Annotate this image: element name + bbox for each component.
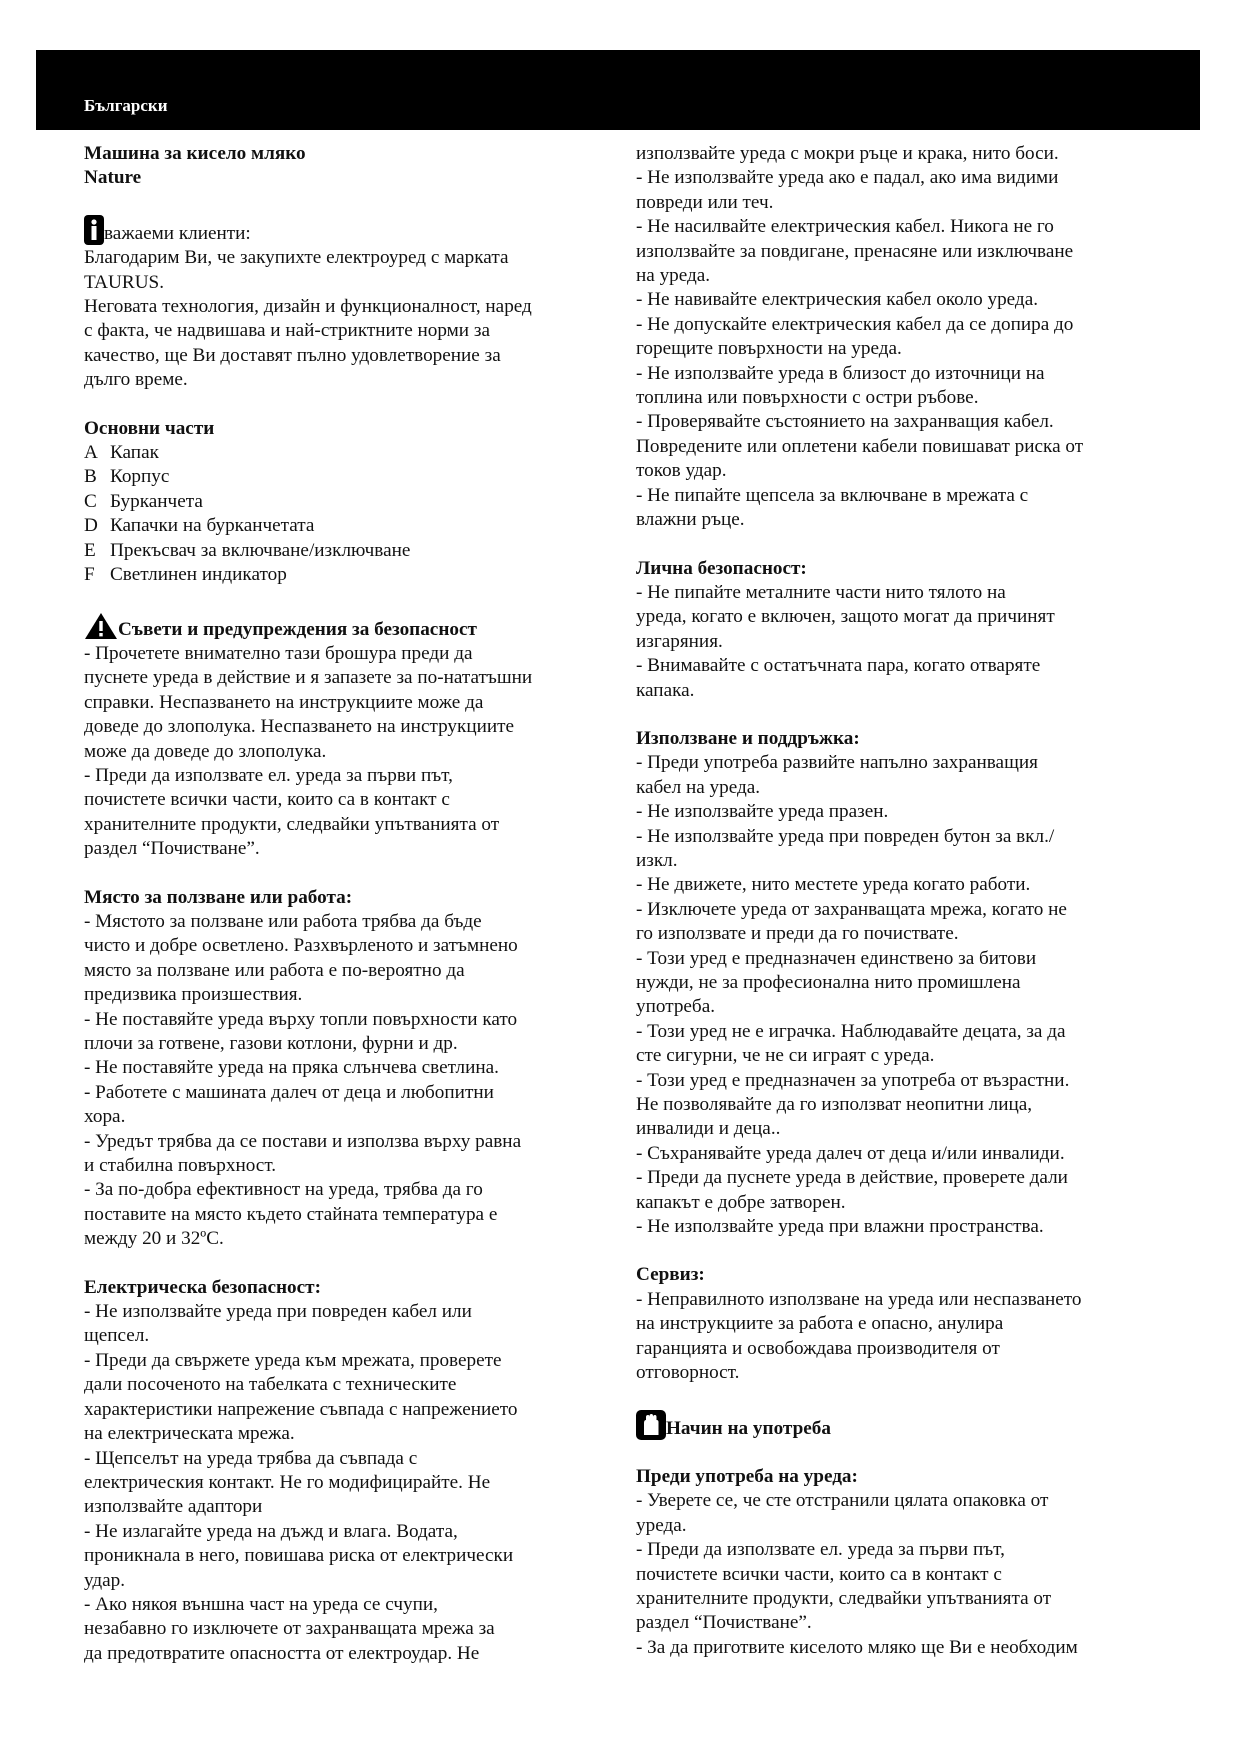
text-line: дълго време.: [84, 369, 188, 391]
part-letter: C: [84, 490, 97, 512]
text-line: - Преди да пуснете уреда в действие, проверете дали: [636, 1167, 1068, 1189]
text-line: - Ако някоя външна част на уреда се счупи,: [84, 1593, 438, 1615]
text-line: изкл.: [636, 849, 678, 871]
part-letter: D: [84, 515, 98, 537]
part-label: Корпус: [110, 466, 170, 488]
part-label: Бурканчета: [110, 490, 203, 512]
list-item: [84, 539, 604, 563]
use-text: [636, 751, 1156, 1239]
use-heading: Използване и поддръжка:: [636, 727, 860, 749]
part-letter: F: [84, 564, 95, 586]
text-line: - Щепселът на уреда трябва да съвпада с: [84, 1447, 418, 1469]
text-line: нужди, не за професионална нито промишлена: [636, 972, 1021, 993]
text-line: - Мястото за ползване или работа трябва да бъде: [84, 910, 482, 932]
list-item: [84, 563, 604, 587]
text-line: - Не използвайте уреда при влажни пространства.: [636, 1216, 1044, 1238]
product-model: Nature: [84, 167, 142, 189]
list-item: [84, 490, 604, 514]
text-line: - Не използвайте уреда в близост до източници на: [636, 362, 1045, 384]
hand-icon: [636, 1410, 666, 1440]
text-line: дали посоченото на табелката с техническите: [84, 1374, 457, 1396]
left-column: [84, 142, 604, 1666]
text-line: - Този уред е предназначен за употреба от възрастни.: [636, 1069, 1070, 1091]
part-letter: E: [84, 539, 96, 561]
text-line: употреба.: [636, 996, 716, 1018]
text-line: отговорност.: [636, 1362, 740, 1384]
warning-icon: [84, 612, 118, 640]
text-line: незабавно го изключете от захранващата мрежа за: [84, 1618, 495, 1640]
text-line: - Този уред е предназначен единствено за битови: [636, 947, 1037, 969]
electric-heading: Електрическа безопасност:: [84, 1276, 321, 1298]
text-line: място за ползване или работа е по-вероятно да: [84, 959, 465, 981]
part-label: Светлинен индикатор: [110, 564, 287, 586]
text-line: - Работете с машината далеч от деца и любопитни: [84, 1081, 494, 1103]
text-line: хранителните продукти, следвайки упътванията от: [636, 1587, 1052, 1609]
text-line: плочи за готвене, газови котлони, фурни и др.: [84, 1033, 458, 1054]
place-text: [84, 910, 604, 1252]
text-line: предизвика произшествия.: [84, 984, 303, 1006]
part-letter: B: [84, 466, 97, 488]
text-line: - Неправилното използване на уреда или неспазването: [636, 1288, 1082, 1310]
text-line: - За да приготвите киселото мляко ще Ви е необходим: [636, 1636, 1078, 1658]
text-line: кабел на уреда.: [636, 776, 761, 798]
text-line: проникнала в него, повишава риска от електрически: [84, 1545, 514, 1567]
text-line: хранителните продукти, следвайки упътванията от: [84, 813, 500, 835]
text-line: на уреда.: [636, 265, 711, 287]
text-line: Благодарим Ви, че закупихте електроуред с марката: [84, 247, 509, 269]
electric-text: [84, 1300, 604, 1666]
text-line: - Уверете се, че сте отстранили цялата опаковка от: [636, 1490, 1049, 1512]
text-line: - Не използвайте уреда при повреден кабел или: [84, 1301, 472, 1323]
text-line: TAURUS.: [84, 271, 165, 293]
text-line: чисто и добре осветлено. Разхвърленото и затъмнено: [84, 935, 518, 957]
text-line: - Не използвайте уреда ако е падал, ако има видими: [636, 167, 1059, 189]
text-line: инвалиди и деца..: [636, 1118, 781, 1140]
part-label: Прекъсвач за включване/изключване: [110, 539, 411, 561]
text-line: - Преди да свържете уреда към мрежата, проверете: [84, 1349, 502, 1371]
text-line: - Прочетете внимателно тази брошура преди да: [84, 642, 473, 664]
text-line: капакът е добре затворен.: [636, 1191, 846, 1213]
text-line: го използвате и преди да го почиствате.: [636, 923, 959, 945]
part-label: Капачки на бурканчетата: [110, 515, 315, 537]
part-label: Капак: [110, 442, 159, 464]
place-heading: Място за ползване или работа:: [84, 886, 353, 908]
text-line: - Преди да използвате ел. уреда за първи път,: [636, 1539, 1005, 1561]
text-line: Повредените или оплетени кабели повишават риска от: [636, 435, 1084, 457]
text-line: с факта, че надвишава и най-стриктните норми за: [84, 320, 490, 342]
safety-heading: [84, 612, 604, 642]
text-line: - Съхранявайте уреда далеч от деца и/или инвалиди.: [636, 1142, 1065, 1164]
part-letter: A: [84, 442, 98, 464]
text-line: раздел “Почистване”.: [636, 1612, 812, 1634]
text-line: раздел “Почистване”.: [84, 838, 260, 860]
text-line: между 20 и 32ºC.: [84, 1228, 224, 1250]
text-line: - Не допускайте електрическия кабел да се допира до: [636, 313, 1074, 335]
text-line: щепсел.: [84, 1325, 150, 1347]
text-line: сте сигурни, че не си играят с уреда.: [636, 1045, 935, 1067]
parts-heading: Основни части: [84, 417, 215, 439]
language-label: Български: [84, 96, 168, 115]
text-line: токов удар.: [636, 460, 727, 482]
text-line: - Проверявайте състоянието на захранващия кабел.: [636, 411, 1054, 433]
text-line: уреда.: [636, 1514, 687, 1536]
text-line: поставите на място където стайната температура е: [84, 1203, 498, 1225]
electric-text-continued: [636, 142, 1156, 533]
parts-list: [84, 441, 604, 587]
text-line: горещите повърхности на уреда.: [636, 338, 902, 360]
list-item: [84, 465, 604, 489]
text-line: почистете всички части, които са в контакт с: [84, 789, 450, 811]
text-line: на електрическата мрежа.: [84, 1423, 295, 1445]
text-line: - Не поставяйте уреда върху топли повърхности като: [84, 1008, 518, 1030]
greeting: [84, 215, 604, 246]
personal-heading: Лична безопасност:: [636, 557, 807, 579]
text-line: - За по-добра ефективност на уреда, трябва да го: [84, 1179, 483, 1201]
text-line: изгаряния.: [636, 630, 723, 652]
text-line: Неговата технология, дизайн и функционалност, наред: [84, 296, 532, 318]
text-line: доведе до злополука. Неспазването на инструкциите: [84, 716, 515, 738]
text-line: - Изключете уреда от захранващата мрежа, когато не: [636, 898, 1067, 920]
text-line: топлина или повърхности с остри ръбове.: [636, 387, 979, 409]
text-line: уреда, когато е включен, защото могат да причинят: [636, 606, 1055, 628]
text-line: да предотвратите опасността от електроудар. Не: [84, 1642, 480, 1664]
list-item: [84, 441, 604, 465]
header-bar: [36, 50, 1200, 130]
text-line: - Не пипайте щепсела за включване в мрежата с: [636, 484, 1029, 506]
text-line: на инструкциите за работа е опасно, анулира: [636, 1313, 1004, 1335]
product-title: Машина за кисело мляко: [84, 143, 306, 164]
service-text: [636, 1288, 1156, 1386]
safety-heading-text: Съвети и предупреждения за безопасност: [118, 618, 477, 640]
text-line: Не позволявайте да го използват неопитни лица,: [636, 1094, 1033, 1116]
text-line: влажни ръце.: [636, 509, 745, 531]
text-line: и стабилна повърхност.: [84, 1155, 277, 1177]
text-line: използвайте адаптори: [84, 1496, 263, 1518]
text-line: може да доведе до злополука.: [84, 740, 327, 762]
text-line: хора.: [84, 1106, 126, 1128]
text-line: - Не поставяйте уреда на пряка слънчева светлина.: [84, 1057, 499, 1079]
intro-text: [84, 246, 604, 392]
text-line: - Не излагайте уреда на дъжд и влага. Водата,: [84, 1520, 458, 1542]
personal-text: [636, 581, 1156, 703]
text-line: - Не използвайте уреда при повреден бутон за вкл./: [636, 825, 1055, 847]
info-icon: [84, 215, 104, 245]
text-line: - Не пипайте металните части нито тялото на: [636, 581, 1006, 603]
list-item: [84, 514, 604, 538]
text-line: - Не движете, нито местете уреда когато работи.: [636, 874, 1031, 896]
text-line: справки. Неспазването на инструкциите може да: [84, 691, 484, 713]
text-line: качество, ще Ви доставят пълно удовлетворение за: [84, 344, 501, 366]
text-line: - Преди да използвате ел. уреда за първи път,: [84, 764, 453, 786]
text-line: - Не насилвайте електрическия кабел. Никога не го: [636, 216, 1054, 238]
before-text: [636, 1489, 1156, 1660]
text-line: удар.: [84, 1569, 126, 1591]
text-line: - Внимавайте с остатъчната пара, когато отваряте: [636, 655, 1041, 677]
text-line: - Не навивайте електрическия кабел около уреда.: [636, 289, 1039, 311]
text-line: - Уредът трябва да се постави и използва върху равна: [84, 1130, 522, 1152]
text-line: почистете всички части, които са в контакт с: [636, 1563, 1002, 1585]
text-line: пуснете уреда в действие и я запазете за по-нататъшни: [84, 667, 533, 689]
text-line: повреди или теч.: [636, 191, 774, 213]
safety-text: [84, 642, 604, 862]
service-heading: Сервиз:: [636, 1264, 705, 1286]
text-line: капака.: [636, 679, 695, 701]
right-column: [636, 142, 1156, 1660]
text-line: използвайте за повдигане, пренасяне или изключване: [636, 240, 1074, 262]
text-line: - Не използвайте уреда празен.: [636, 801, 889, 823]
usage-heading: [636, 1410, 1156, 1441]
text-line: електрическия контакт. Не го модифицирайте. Не: [84, 1471, 491, 1493]
text-line: използвайте уреда с мокри ръце и крака, нито боси.: [636, 143, 1059, 164]
text-line: - Преди употреба развийте напълно захранващия: [636, 752, 1038, 774]
greeting-text: важаеми клиенти:: [104, 222, 251, 244]
text-line: - Този уред не е играчка. Наблюдавайте децата, за да: [636, 1020, 1066, 1042]
text-line: характеристики напрежение съвпада с напрежението: [84, 1398, 518, 1420]
text-line: гаранцията и освобождава производителя от: [636, 1337, 1000, 1359]
before-heading: Преди употреба на уреда:: [636, 1465, 858, 1487]
usage-heading-text: Начин на употреба: [666, 1417, 831, 1439]
